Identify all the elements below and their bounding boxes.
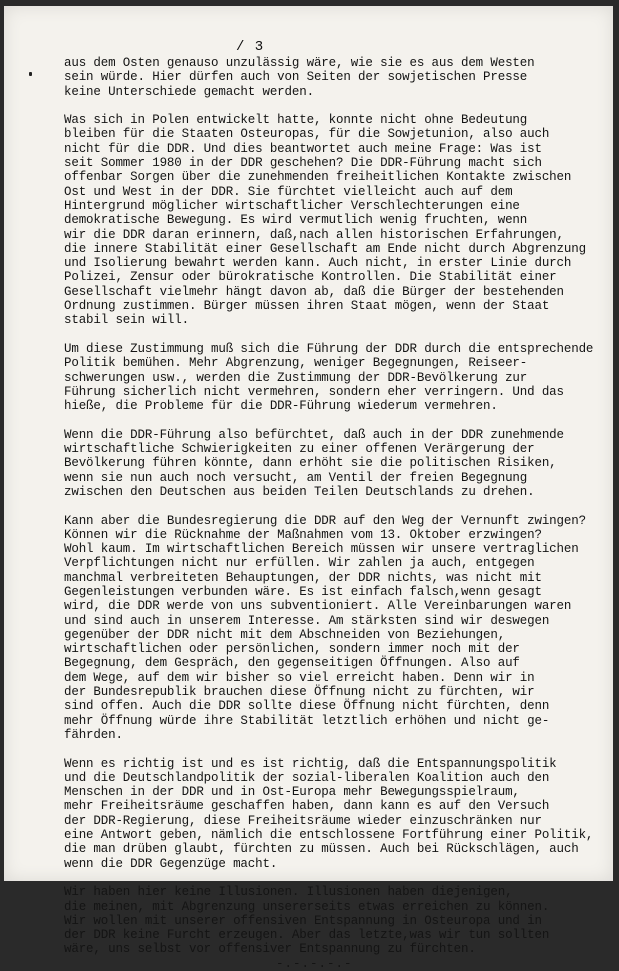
text-line: Menschen in der DDR und in Ost-Europa mehr Bewegungsspielraum, [64,785,520,800]
text-line: zwischen den Deutschen aus beiden Teilen Deutschlands zu drehen. [64,484,535,499]
text-line: sein würde. Hier dürfen auch von Seiten der sowjetischen Presse [64,70,528,85]
text-line: seit Sommer 1980 in der DDR geschehen? Die DDR-Führung macht sich [64,156,542,171]
text-line: schwerungen usw., werden die Zustimmung der DDR-Bevölkerung zur [64,370,528,385]
text-line: wäre, uns selbst vor offensiver Entspannung zu fürchten. [64,942,476,957]
text-line: Was sich in Polen entwickelt hatte, konnte nicht ohne Bedeutung [64,113,528,128]
text-line: keine Unterschiede gemacht werden. [64,84,314,99]
text-line: nicht für die DDR. Und dies beantwortet auch meine Frage: Was ist [64,141,542,156]
text-line: Gegenleistungen verbunden wäre. Es ist einfach falsch,wenn gesagt [64,584,542,599]
text-line: Hintergrund möglicher wirtschaftlicher Verschlechterungen eine [64,198,520,213]
text-line: manchmal verbreiteten Behauptungen, der DDR nichts, was nicht mit [64,570,542,585]
text-line: Wir wollen mit unserer offensiven Entspannung in Osteuropa und in [64,913,542,928]
end-mark: -.-.-.-.- [276,956,353,971]
text-line: stabil sein will. [64,313,189,328]
text-line: wenn sie nun auch noch versucht, am Ventil der freien Begegnung [64,470,528,485]
text-line: demokratische Bewegung. Es wird vermutlich wenig fruchten, wenn [64,213,528,228]
text-line: dem Wege, auf dem wir bisher so viel erreicht haben. Denn wir in [64,670,535,685]
document-page [4,6,613,971]
paragraph-4 [64,428,604,499]
text-line: wirtschaftliche Schwierigkeiten zu einer offenen Verärgerung der [64,442,535,457]
page-number: / 3 [236,39,265,55]
text-line: die innere Stabilität einer Gesellschaft am Ende nicht durch Abgrenzung [64,241,586,256]
text-line: Begegnung, dem Gespräch, den gegenseitigen Öffnungen. Also auf [64,656,520,671]
text-line: die man drüben glaubt, fürchten zu müssen. Auch bei Rückschlägen, auch [64,842,579,857]
text-line: Bevölkerung führen könnte, dann erhöht sie die politischen Risiken, [64,456,557,471]
text-line: Verpflichtungen nicht nur erfüllen. Wir zahlen ja auch, entgegen [64,556,535,571]
text-line: Polizei, Zensur oder bürokratische Kontrollen. Die Stabilität einer [64,270,557,285]
text-line: mehr Öffnung würde ihre Stabilität letztlich erhöhen und nicht ge- [64,713,550,728]
paragraph-3 [64,342,604,413]
text-line: hieße, die Probleme für die DDR-Führung wiederum vermehren. [64,399,498,414]
text-line: Führung sicherlich nicht vermehren, sondern eher verringern. Und das [64,384,564,399]
text-line: mehr Freiheitsräume geschaffen haben, dann kann es auf den Versuch [64,799,550,814]
text-line: Wenn die DDR-Führung also befürchtet, daß auch in der DDR zunehmende [64,427,564,442]
text-line: Politik bemühen. Mehr Abgrenzung, weniger Begegnungen, Reiseer- [64,356,528,371]
text-line: und Isolierung bewahrt werden kann. Auch nicht, in erster Linie durch [64,256,572,271]
text-line: wird, die DDR werde von uns subventioniert. Alle Vereinbarungen waren [64,599,572,614]
text-line: und sind auch in unserem Interesse. Am stärksten sind wir deswegen [64,613,550,628]
text-line: der Bundesrepublik brauchen diese Öffnung nicht zu fürchten, wir [64,685,535,700]
paragraph-5 [64,514,604,743]
text-line: Um diese Zustimmung muß sich die Führung der DDR durch die entsprechende [64,341,594,356]
text-line: sind offen. Auch die DDR sollte diese Öffnung nicht fürchten, denn [64,699,550,714]
paragraph-1 [64,56,604,99]
paragraph-6 [64,757,604,871]
text-line: der DDR keine Furcht erzeugen. Aber das letzte,was wir tun sollten [64,928,550,943]
margin-mark [29,72,32,76]
text-line: Wir haben hier keine Illusionen. Illusionen haben diejenigen, [64,885,513,900]
body-text [64,56,604,971]
text-line: Gesellschaft vielmehr hängt davon ab, daß die Bürger der bestehenden [64,284,564,299]
text-line: Wohl kaum. Im wirtschaftlichen Bereich müssen wir unsere vertraglichen [64,542,579,557]
text-line: und die Deutschlandpolitik der sozial-liberalen Koalition auch den [64,770,550,785]
text-line: Ordnung zustimmen. Bürger müssen ihren Staat mögen, wenn der Staat [64,299,550,314]
text-line: aus dem Osten genauso unzulässig wäre, wie sie es aus dem Westen [64,56,535,70]
text-line: eine Antwort geben, nämlich die entschlossene Fortführung einer Politik, [64,828,594,843]
paragraph-7 [64,885,604,971]
text-line: Ost und West in der DDR. Sie fürchtet vielleicht auch auf dem [64,184,513,199]
text-line: wenn die DDR Gegenzüge macht. [64,856,278,871]
text-line: Können wir die Rücknahme der Maßnahmen vom 13. Oktober erzwingen? [64,527,542,542]
text-line: Kann aber die Bundesregierung die DDR auf den Weg der Vernunft zwingen? [64,513,586,528]
paragraph-2 [64,113,604,327]
text-line: offenbar Sorgen über die zunehmenden freiheitlichen Kontakte zwischen [64,170,572,185]
text-line: die meinen, mit Abgrenzung unsererseits etwas erreichen zu können. [64,899,550,914]
text-line: fährden. [64,727,123,742]
text-line: gegenüber der DDR nicht mit dem Abschneiden von Beziehungen, [64,627,506,642]
text-line: Wenn es richtig ist und es ist richtig, daß die Entspannungspolitik [64,756,557,771]
text-line: wir die DDR daran erinnern, daß,nach allen historischen Erfahrungen, [64,227,564,242]
text-line: wirtschaftlichen oder persönlichen, sondern immer noch mit der [64,642,520,657]
text-line: der DDR-Regierung, diese Freiheitsräume wieder einzuschränken nur [64,813,542,828]
text-line: bleiben für die Staaten Osteuropas, für die Sowjetunion, also auch [64,127,550,142]
